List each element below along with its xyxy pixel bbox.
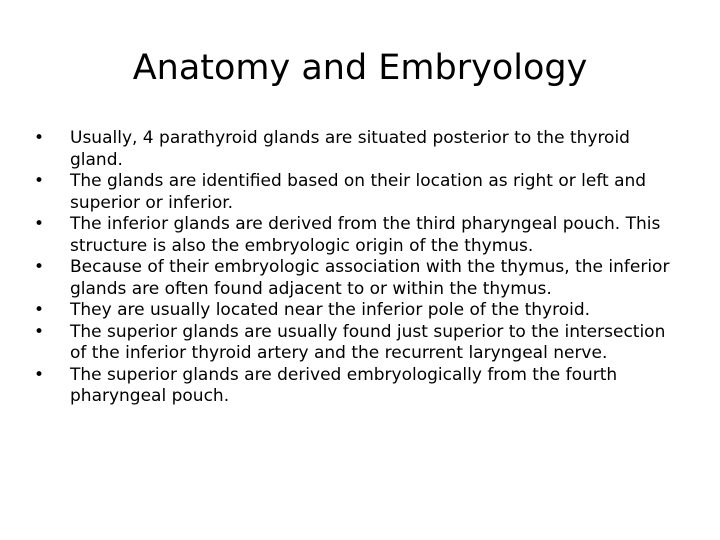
bullet-list: [34, 128, 674, 408]
bullet-text: They are usually located near the inferior pole of the thyroid.: [70, 300, 591, 320]
bullet-item: [34, 322, 674, 365]
bullet-item: [34, 128, 674, 171]
bullet-icon: •: [34, 300, 45, 320]
bullet-icon: •: [34, 171, 45, 191]
bullet-item: [34, 365, 674, 408]
bullet-text: The glands are identified based on their location as right or left and superior or inferior.: [70, 171, 647, 213]
bullet-icon: •: [34, 128, 45, 148]
bullet-item: [34, 257, 674, 300]
bullet-icon: •: [34, 214, 45, 234]
bullet-text: The superior glands are usually found just superior to the intersection of the inferior thyroid artery and the recurrent laryngeal nerve.: [70, 321, 666, 363]
bullet-text: The inferior glands are derived from the third pharyngeal pouch. This structure is also the embryologic origin of the thymus.: [70, 214, 661, 256]
bullet-item: [34, 171, 674, 214]
bullet-item: [34, 300, 674, 322]
bullet-icon: •: [34, 257, 45, 277]
bullet-text: Because of their embryologic association with the thymus, the inferior glands are often found adjacent to or within the thymus.: [70, 257, 670, 299]
bullet-item: [34, 214, 674, 257]
bullet-text: The superior glands are derived embryologically from the fourth pharyngeal pouch.: [70, 364, 618, 406]
bullet-text: Usually, 4 parathyroid glands are situated posterior to the thyroid gland.: [70, 128, 630, 170]
bullet-icon: •: [34, 364, 45, 385]
slide-title: Anatomy and Embryology: [132, 48, 588, 88]
bullet-icon: •: [34, 321, 45, 342]
